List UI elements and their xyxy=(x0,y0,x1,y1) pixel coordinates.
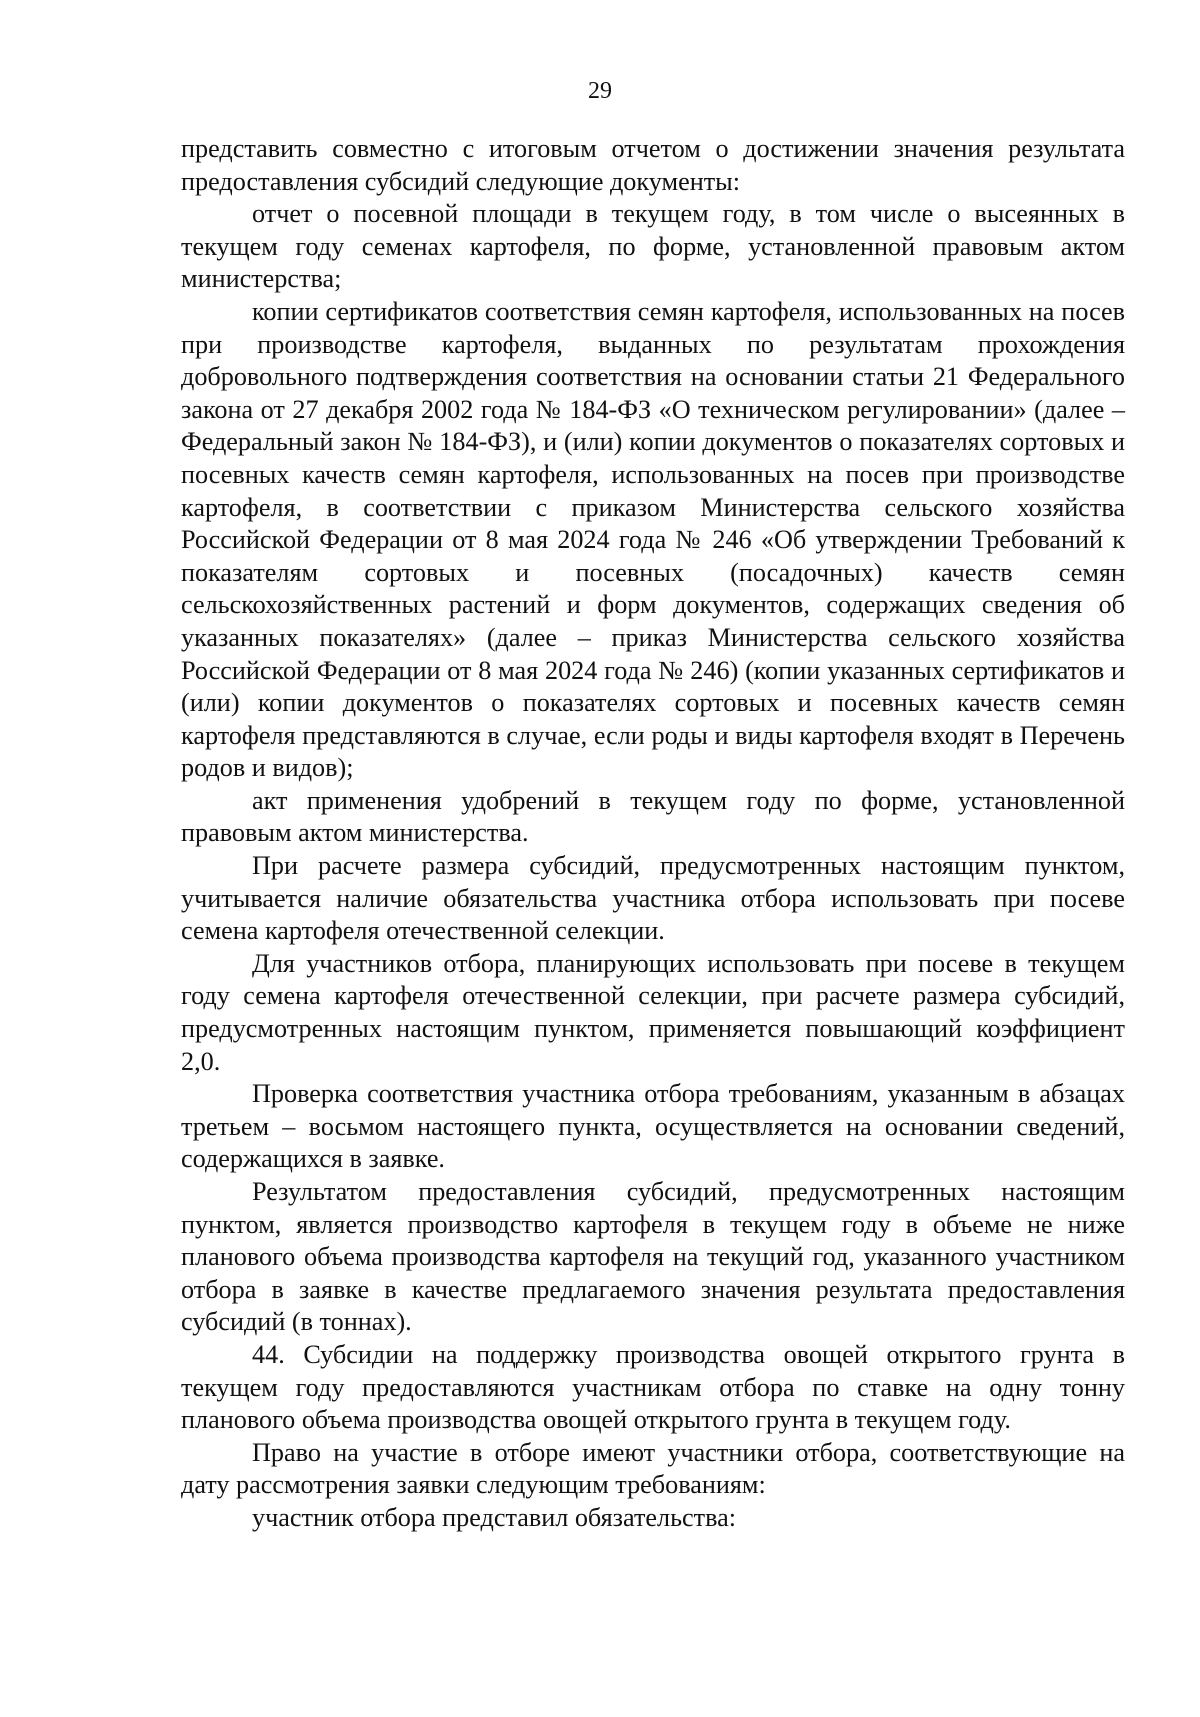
paragraph-eligibility: Право на участие в отборе имеют участники отбора, соответствующие на дату рассмотрения заявки следующим требованиям: xyxy=(181,1437,1125,1500)
paragraph-sowing-report: отчет о посевной площади в текущем году, в том числе о высеянных в текущем году семенах картофеля, по форме, установленной правовым актом министерства; xyxy=(181,199,1125,294)
paragraph-coefficient: Для участников отбора, планирующих использовать при посеве в текущем году семена картофеля отечественной селекции, при расчете размера субсидий, предусмотренных настоящим пунктом, применяется повышающий коэффициент 2,0. xyxy=(181,948,1125,1076)
paragraph-verification: Проверка соответствия участника отбора требованиям, указанным в абзацах третьем – восьмом настоящего пункта, осуществляется на основании сведений, содержащихся в заявке. xyxy=(181,1079,1125,1174)
paragraph-fertilizer-act: акт применения удобрений в текущем году по форме, установленной правовым актом министерства. xyxy=(181,785,1125,848)
paragraph-continuation: представить совместно с итоговым отчетом о достижении значения результата предоставления субсидий следующие документы: xyxy=(181,134,1125,196)
paragraph-subsidy-calculation: При расчете размера субсидий, предусмотренных настоящим пунктом, учитывается наличие обязательства участника отбора использовать при посеве семена картофеля отечественной селекции. xyxy=(181,851,1125,946)
document-body xyxy=(181,133,1125,1535)
paragraph-result: Результатом предоставления субсидий, предусмотренных настоящим пунктом, является производство картофеля в текущем году в объеме не ниже планового объема производства картофеля на текущий год, указанного участником отбора в заявке в качестве предлагаемого значения результата предоставления субсидий (в тоннах). xyxy=(181,1177,1125,1337)
paragraph-certificates: копии сертификатов соответствия семян картофеля, использованных на посев при производстве картофеля, выданных по результатам прохождения добровольного подтверждения соответствия на основании статьи 21 Федерального закона от 27 декабря 2002 года № 184-ФЗ «О техническом регулировании» (далее – Федеральный закон № 184-ФЗ), и (или) копии документов о показателях сортовых и посевных качеств семян картофеля, использованных на посев при производстве картофеля, в соответствии с приказом Министерства сельского хозяйства Российской Федерации от 8 мая 2024 года № 246 «Об утверждении Требований к показателям сортовых и посевных (посадочных) качеств семян сельскохозяйственных растений и форм документов, содержащих сведения об указанных показателях» (далее – приказ Министерства сельского хозяйства Российской Федерации от 8 мая 2024 года № 246) (копии указанных сертификатов и (или) копии документов о показателях сортовых и посевных качеств семян картофеля представляются в случае, если роды и виды картофеля входят в Перечень родов и видов); xyxy=(181,296,1125,783)
paragraph-point-44: 44. Субсидии на поддержку производства овощей открытого грунта в текущем году предоставляются участникам отбора по ставке на одну тонну планового объема производства овощей открытого грунта в текущем году. xyxy=(181,1339,1125,1435)
paragraph-obligations: участник отбора представил обязательства: xyxy=(252,1502,737,1532)
page-number: 29 xyxy=(588,78,612,104)
